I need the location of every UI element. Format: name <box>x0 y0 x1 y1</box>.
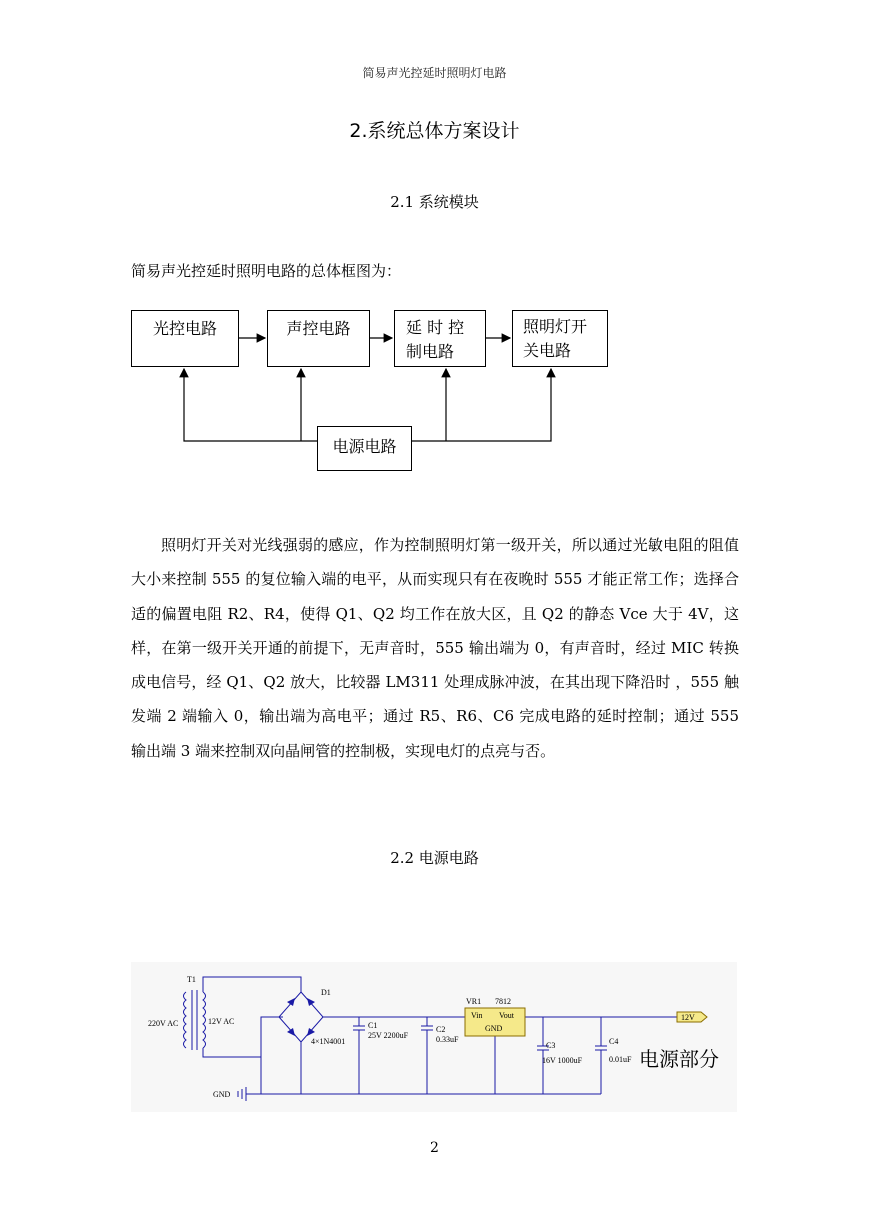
intro-text: 简易声光控延时照明电路的总体框图为： <box>131 262 402 280</box>
c4-value: 0.01uF <box>609 1055 632 1064</box>
section-title: 2.系统总体方案设计 <box>349 120 520 142</box>
subsection-title-modules: 2.1 系统模块 <box>390 193 479 211</box>
body-paragraph: 照明灯开关对光线强弱的感应，作为控制照明灯第一级开关，所以通过光敏电阻的阻值大小来控制 555 的复位输入端的电平，从而实现只有在夜晚时 555 才能正常工作；选择合适的偏置电阻 R2、R4，使得 Q1、Q2 均工作在放大区，且 Q2 的静态 Vce 大于 4V，这样，在第一级开关开通的前提下，无声音时，555 输出端为 0，有声音时，经过 MIC 转换成电信号，经 Q1、Q2 放大，比较器 LM311 处理成脉冲波，在其出现下降沿时 ，555 触发端 2 端输入 0，输出端为高电平；通过 R5、R6、C6 完成电路的延时控制；通过 555 输出端 3 端来控制双向晶闸管的控制极，实现电灯的点亮与否。 <box>131 536 739 760</box>
vout-pin-label: Vout <box>499 1011 514 1020</box>
light-control-block <box>131 310 239 367</box>
gnd-pin-label: GND <box>485 1024 503 1033</box>
subsection-title-power: 2.2 电源电路 <box>390 849 479 867</box>
c3-value: 16V 1000uF <box>542 1056 583 1065</box>
c2-value: 0.33uF <box>436 1035 459 1044</box>
c3-label: C3 <box>546 1041 556 1050</box>
schematic-caption: 电源部分 <box>639 1047 719 1071</box>
lamp-switch-label-line2: 关电路 <box>523 341 572 360</box>
lamp-switch-label-line1: 照明灯开 <box>523 317 588 336</box>
sound-control-block <box>267 310 370 367</box>
ground-label: GND <box>213 1090 231 1099</box>
running-header: 简易声光控延时照明灯电路 <box>362 66 507 80</box>
block-diagram-connectors <box>0 0 869 520</box>
delay-control-label-line2: 制电路 <box>406 342 455 361</box>
regulator-part-label: 7812 <box>495 997 511 1006</box>
output-voltage-label: 12V <box>681 1013 695 1022</box>
power-supply-schematic <box>131 962 737 1112</box>
lamp-switch-block <box>512 310 608 367</box>
page-number: 2 <box>430 1140 439 1156</box>
sound-control-label: 声控电路 <box>286 319 351 338</box>
c1-value: 25V 2200uF <box>368 1031 409 1040</box>
light-control-label: 光控电路 <box>152 319 217 338</box>
vin-pin-label: Vin <box>471 1011 483 1020</box>
power-supply-block <box>317 426 412 471</box>
vr1-label: VR1 <box>466 997 482 1006</box>
bridge-part-label: 4×1N4001 <box>311 1037 346 1046</box>
c2-label: C2 <box>436 1025 446 1034</box>
c4-label: C4 <box>609 1037 619 1046</box>
bridge-diodes <box>287 998 315 1036</box>
delay-control-label-line1: 延 时 控 <box>406 318 465 337</box>
c1-label: C1 <box>368 1021 378 1030</box>
power-supply-label: 电源电路 <box>332 437 397 456</box>
secondary-voltage-label: 12V AC <box>208 1017 235 1026</box>
input-voltage-label: 220V AC <box>148 1019 179 1028</box>
t1-label: T1 <box>187 975 196 984</box>
d1-label: D1 <box>321 988 331 997</box>
delay-control-block <box>394 310 486 367</box>
